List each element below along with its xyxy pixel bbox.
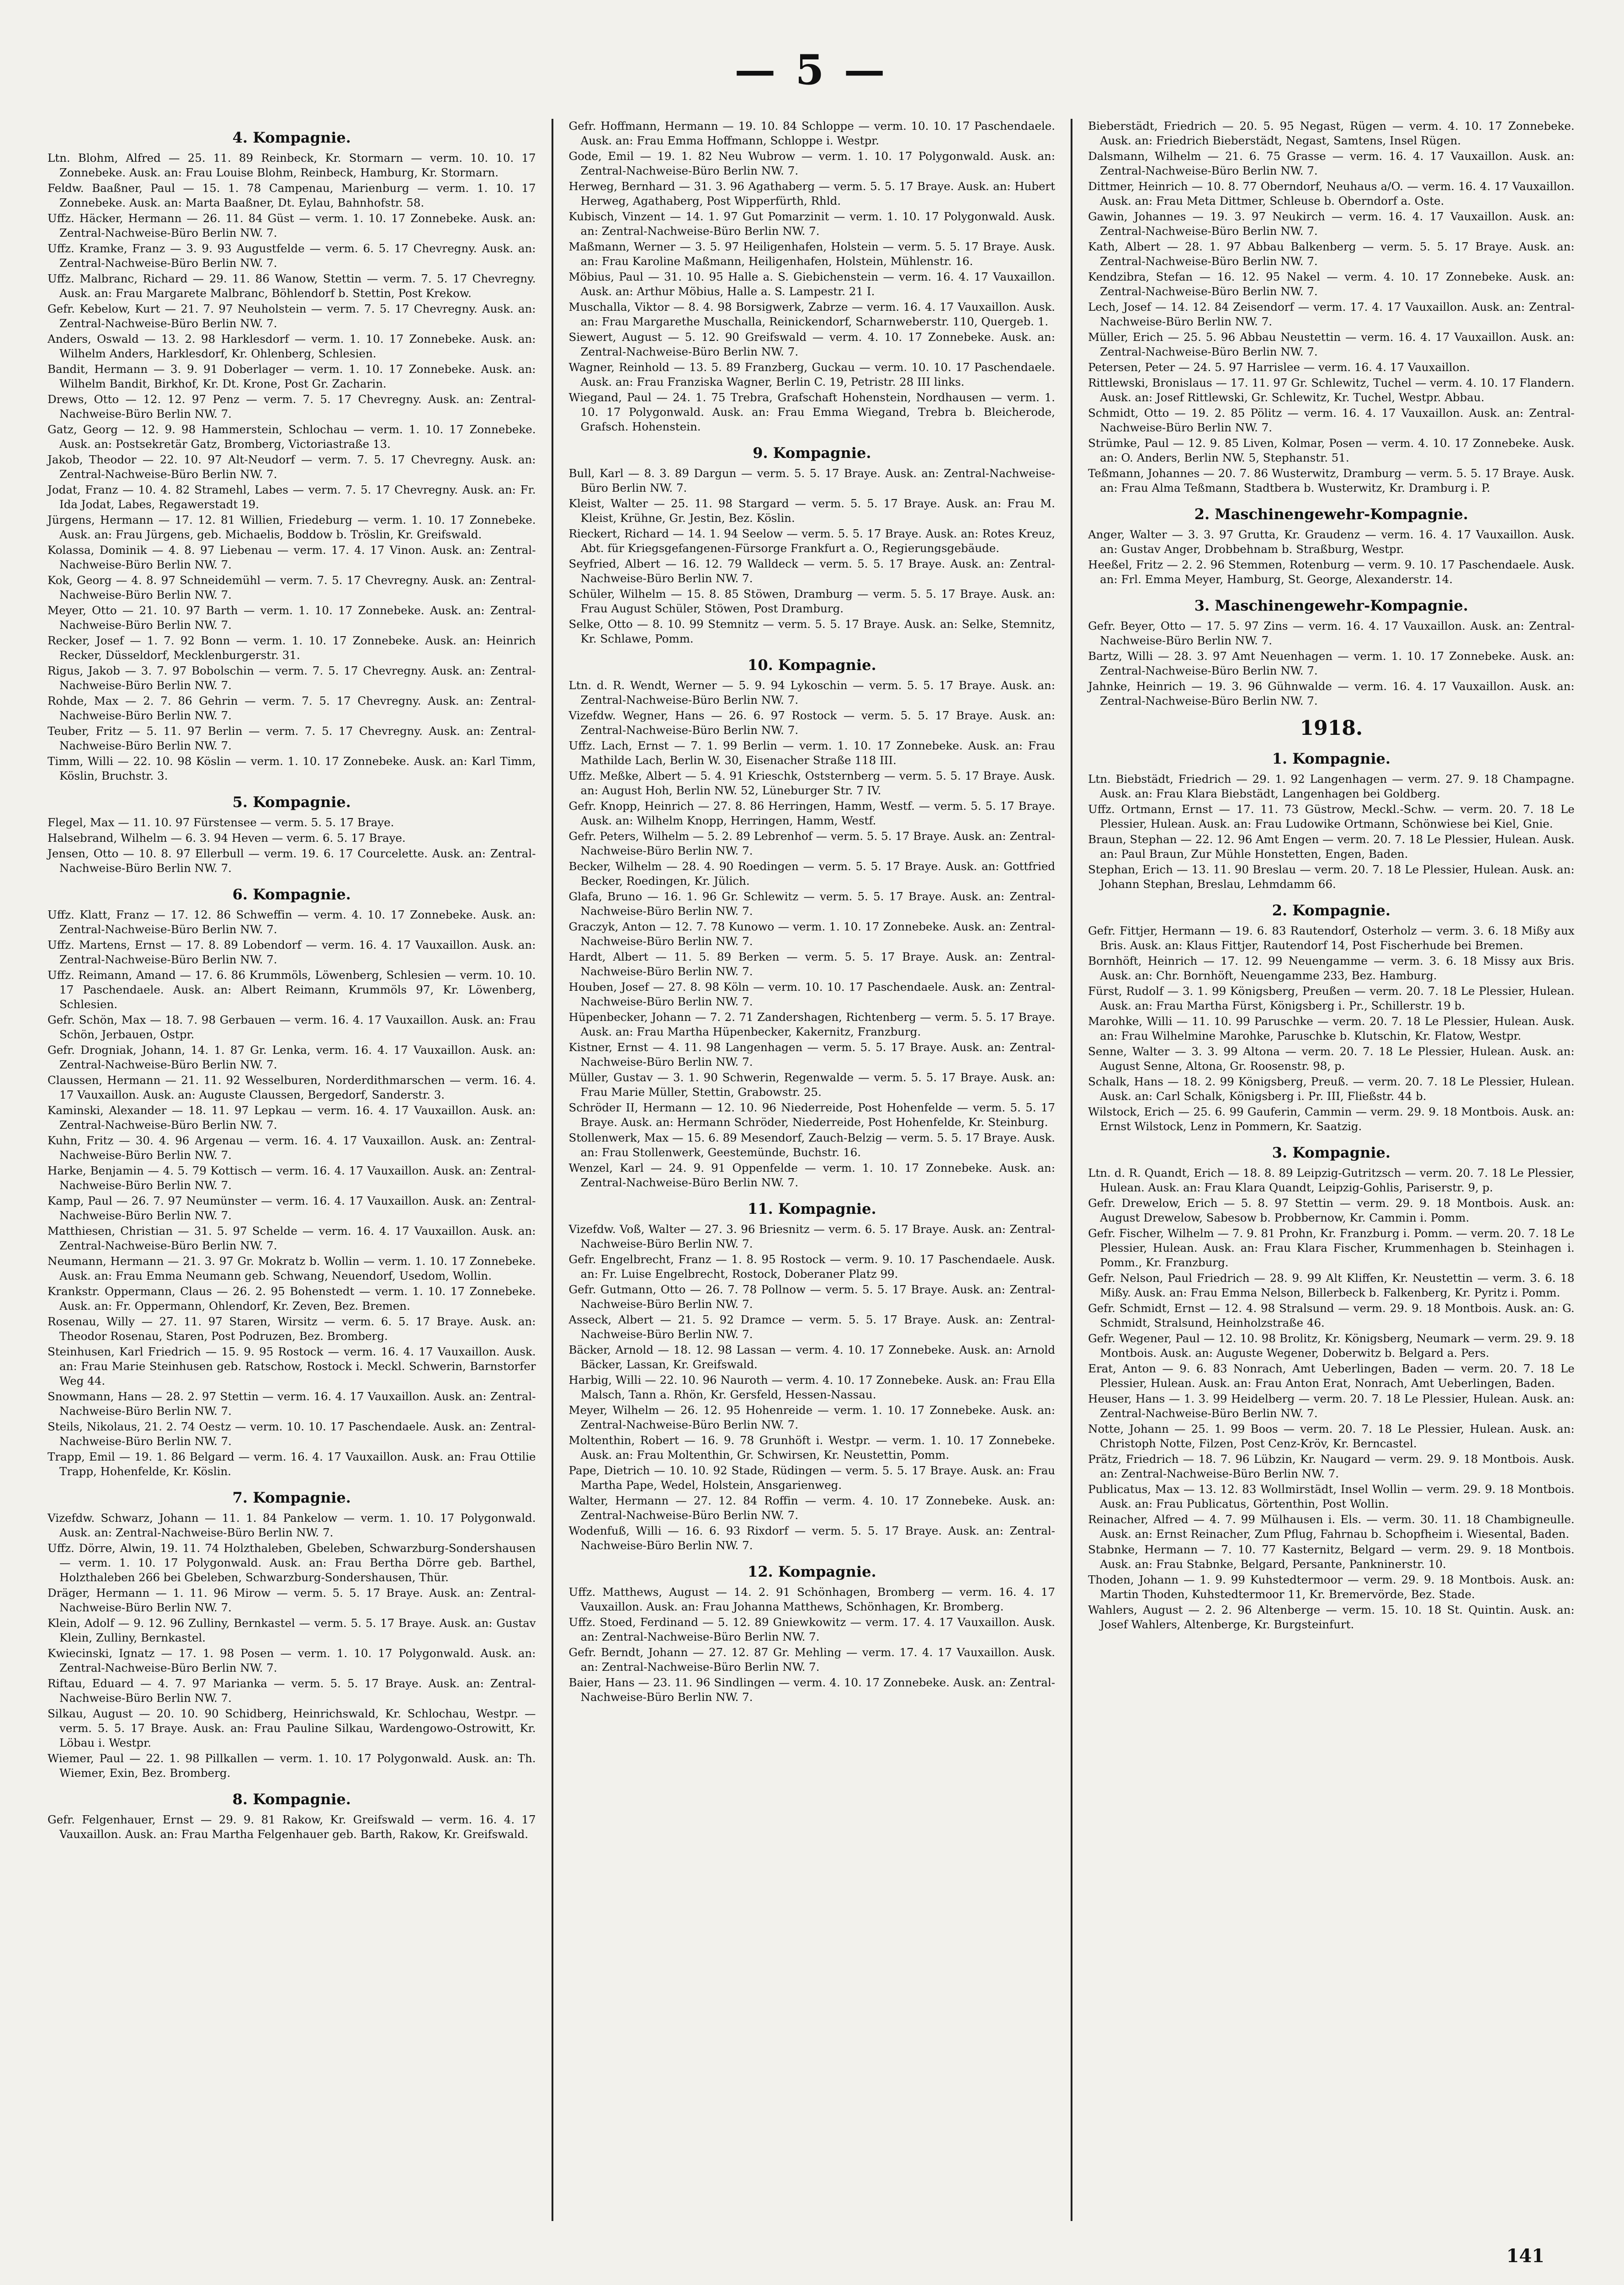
list-entry: Wahlers, August — 2. 2. 96 Altenberge — verm. 15. 10. 18 St. Quintin. Ausk. an: Josef Wahlers, Altenberge, Kr. Burgsteinfurt. xyxy=(1088,1603,1575,1631)
list-entry: Uffz. Dörre, Alwin, 19. 11. 74 Holzthaleben, Gbeleben, Schwarzburg-Sondershausen — verm. 1. 10. 17 Polygonwald. Ausk. an: Frau Bertha Dörre geb. Barthel, Holzthaleben 266 bei Gbeleben, Schwarzburg-Sondershausen, Thür. xyxy=(48,1541,536,1584)
section-title: 3. Kompagnie. xyxy=(1272,1144,1390,1161)
list-entry: Anders, Oswald — 13. 2. 98 Harklesdorf — verm. 1. 10. 17 Zonnebeke. Ausk. an: Wilhelm Anders, Harklesdorf, Kr. Ohlenberg, Schlesien. xyxy=(48,332,536,360)
list-entry: Meyer, Otto — 21. 10. 97 Barth — verm. 1. 10. 17 Zonnebeke. Ausk. an: Zentral-Nachweise-Büro Berlin NW. 7. xyxy=(48,604,536,632)
list-entry: Gefr. Gutmann, Otto — 26. 7. 78 Pollnow — verm. 5. 5. 17 Braye. Ausk. an: Zentral-Nachweise-Büro Berlin NW. 7. xyxy=(568,1283,1056,1311)
list-entry: Halsebrand, Wilhelm — 6. 3. 94 Heven — verm. 6. 5. 17 Braye. xyxy=(48,831,406,845)
list-entry: Uffz. Malbranc, Richard — 29. 11. 86 Wanow, Stettin — verm. 7. 5. 17 Chevregny. Ausk. an: Frau Margarete Malbranc, Böhlendorf b. Stettin, Post Krekow. xyxy=(48,272,536,300)
list-entry: Gefr. Peters, Wilhelm — 5. 2. 89 Lebrenhof — verm. 5. 5. 17 Braye. Ausk. an: Zentral-Nachweise-Büro Berlin NW. 7. xyxy=(568,829,1056,857)
list-entry: Rosenau, Willy — 27. 11. 97 Staren, Wirsitz — verm. 6. 5. 17 Braye. Ausk. an: Theodor Rosenau, Staren, Post Podruzen, Bez. Bromberg. xyxy=(48,1315,536,1343)
list-entry: Schüler, Wilhelm — 15. 8. 85 Stöwen, Dramburg — verm. 5. 5. 17 Braye. Ausk. an: Frau August Schüler, Stöwen, Post Dramburg. xyxy=(568,587,1056,615)
list-entry: Trapp, Emil — 19. 1. 86 Belgard — verm. 16. 4. 17 Vauxaillon. Ausk. an: Frau Ottilie Trapp, Hohenfelde, Kr. Köslin. xyxy=(48,1450,536,1478)
list-entry: Silkau, August — 20. 10. 90 Schidberg, Heinrichswald, Kr. Schlochau, Westpr. — verm. 5. 5. 17 Braye. Ausk. an: Frau Pauline Silkau, Wardengowo-Ostrowitt, Kr. Löbau i. Westpr. xyxy=(48,1707,536,1749)
list-entry: Kleist, Walter — 25. 11. 98 Stargard — verm. 5. 5. 17 Braye. Ausk. an: Frau M. Kleist, Krühne, Gr. Jestin, Bez. Köslin. xyxy=(568,497,1056,525)
column-3 xyxy=(1071,119,1590,2221)
list-entry: Krankstr. Oppermann, Claus — 26. 2. 95 Bohenstedt — verm. 1. 10. 17 Zonnebeke. Ausk. an: Fr. Oppermann, Ohlendorf, Kr. Zeven, Bez. Bremen. xyxy=(48,1285,536,1313)
list-entry: Stephan, Erich — 13. 11. 90 Breslau — verm. 20. 7. 18 Le Plessier, Hulean. Ausk. an: Johann Stephan, Breslau, Lehmdamm 66. xyxy=(1088,863,1575,891)
list-entry: Graczyk, Anton — 12. 7. 78 Kunowo — verm. 1. 10. 17 Zonnebeke. Ausk. an: Zentral-Nachweise-Büro Berlin NW. 7. xyxy=(568,920,1056,948)
list-entry: Claussen, Hermann — 21. 11. 92 Wesselburen, Norderdithmarschen — verm. 16. 4. 17 Vauxaillon. Ausk. an: Auguste Claussen, Bergedorf, Sanderstr. 3. xyxy=(48,1073,536,1101)
list-entry: Herweg, Bernhard — 31. 3. 96 Agathaberg — verm. 5. 5. 17 Braye. Ausk. an: Hubert Herweg, Agathaberg, Post Wipperfürth, Rhld. xyxy=(568,180,1056,207)
list-entry: Maßmann, Werner — 3. 5. 97 Heiligenhafen, Holstein — verm. 5. 5. 17 Braye. Ausk. an: Frau Karoline Maßmann, Heiligenhafen, Holstein, Mühlenstr. 16. xyxy=(568,240,1056,268)
list-entry: Dalsmann, Wilhelm — 21. 6. 75 Grasse — verm. 16. 4. 17 Vauxaillon. Ausk. an: Zentral-Nachweise-Büro Berlin NW. 7. xyxy=(1088,149,1575,177)
list-entry: Vizefdw. Wegner, Hans — 26. 6. 97 Rostock — verm. 5. 5. 17 Braye. Ausk. an: Zentral-Nachweise-Büro Berlin NW. 7. xyxy=(568,709,1056,737)
list-entry: Gefr. Kebelow, Kurt — 21. 7. 97 Neuholstein — verm. 7. 5. 17 Chevregny. Ausk. an: Zentral-Nachweise-Büro Berlin NW. 7. xyxy=(48,302,536,330)
list-entry: Erat, Anton — 9. 6. 83 Nonrach, Amt Ueberlingen, Baden — verm. 20. 7. 18 Le Plessier, Hulean. Ausk. an: Frau Anton Erat, Nonrach, Amt Ueberlingen, Baden. xyxy=(1088,1362,1575,1390)
list-entry: Rigus, Jakob — 3. 7. 97 Bobolschin — verm. 7. 5. 17 Chevregny. Ausk. an: Zentral-Nachweise-Büro Berlin NW. 7. xyxy=(48,664,536,692)
list-entry: Gefr. Schmidt, Ernst — 12. 4. 98 Stralsund — verm. 29. 9. 18 Montbois. Ausk. an: G. Schmidt, Stralsund, Heinholzstraße 46. xyxy=(1088,1302,1575,1329)
list-entry: Recker, Josef — 1. 7. 92 Bonn — verm. 1. 10. 17 Zonnebeke. Ausk. an: Heinrich Recker, Düsseldorf, Mecklenburgerstr. 31. xyxy=(48,634,536,662)
list-entry: Thoden, Johann — 1. 9. 99 Kuhstedtermoor — verm. 29. 9. 18 Montbois. Ausk. an: Martin Thoden, Kuhstedtermoor 11, Kr. Bremervörde, Bez. Stade. xyxy=(1088,1573,1575,1601)
list-entry: Wenzel, Karl — 24. 9. 91 Oppenfelde — verm. 1. 10. 17 Zonnebeke. Ausk. an: Zentral-Nachweise-Büro Berlin NW. 7. xyxy=(568,1161,1056,1189)
list-entry: Ltn. Blohm, Alfred — 25. 11. 89 Reinbeck, Kr. Stormarn — verm. 10. 10. 17 Zonnebeke. Ausk. an: Frau Louise Blohm, Reinbeck, Hamburg, Kr. Stormarn. xyxy=(48,151,536,179)
list-entry: Kath, Albert — 28. 1. 97 Abbau Balkenberg — verm. 5. 5. 17 Braye. Ausk. an: Zentral-Nachweise-Büro Berlin NW. 7. xyxy=(1088,240,1575,268)
list-entry: Möbius, Paul — 31. 10. 95 Halle a. S. Giebichenstein — verm. 16. 4. 17 Vauxaillon. Ausk. an: Arthur Möbius, Halle a. S. Lampestr. 21 I. xyxy=(568,270,1056,298)
list-entry: Walter, Hermann — 27. 12. 84 Roffin — verm. 4. 10. 17 Zonnebeke. Ausk. an: Zentral-Nachweise-Büro Berlin NW. 7. xyxy=(568,1494,1056,1522)
list-entry: Siewert, August — 5. 12. 90 Greifswald — verm. 4. 10. 17 Zonnebeke. Ausk. an: Zentral-Nachweise-Büro Berlin NW. 7. xyxy=(568,330,1056,358)
list-entry: Gefr. Fittjer, Hermann — 19. 6. 83 Rautendorf, Osterholz — verm. 3. 6. 18 Mißy aux Bris. Ausk. an: Klaus Fittjer, Rautendorf 14, Post Fischerhude bei Bremen. xyxy=(1088,924,1575,952)
list-entry: Dittmer, Heinrich — 10. 8. 77 Oberndorf, Neuhaus a/O. — verm. 16. 4. 17 Vauxaillon. Ausk. an: Frau Meta Dittmer, Schleuse b. Oberndorf a. Oste. xyxy=(1088,180,1575,207)
list-entry: Meyer, Wilhelm — 26. 12. 95 Hohenreide — verm. 1. 10. 17 Zonnebeke. Ausk. an: Zentral-Nachweise-Büro Berlin NW. 7. xyxy=(568,1403,1056,1431)
list-entry: Kolassa, Dominik — 4. 8. 97 Liebenau — verm. 17. 4. 17 Vinon. Ausk. an: Zentral-Nachweise-Büro Berlin NW. 7. xyxy=(48,543,536,571)
list-entry: Feldw. Baaßner, Paul — 15. 1. 78 Campenau, Marienburg — verm. 1. 10. 17 Zonnebeke. Ausk. an: Marta Baaßner, Dt. Eylau, Bahnhofstr. 58. xyxy=(48,181,536,209)
list-entry: Snowmann, Hans — 28. 2. 97 Stettin — verm. 16. 4. 17 Vauxaillon. Ausk. an: Zentral-Nachweise-Büro Berlin NW. 7. xyxy=(48,1390,536,1418)
list-entry: Uffz. Häcker, Hermann — 26. 11. 84 Güst — verm. 1. 10. 17 Zonnebeke. Ausk. an: Zentral-Nachweise-Büro Berlin NW. 7. xyxy=(48,212,536,239)
list-entry: Wilstock, Erich — 25. 6. 99 Gauferin, Cammin — verm. 29. 9. 18 Montbois. Ausk. an: Ernst Wilstock, Lenz in Pommern, Kr. Saatzig. xyxy=(1088,1105,1575,1133)
list-entry: Bandit, Hermann — 3. 9. 91 Doberlager — verm. 1. 10. 17 Zonnebeke. Ausk. an: Wilhelm Bandit, Birkhof, Kr. Dt. Krone, Post Gr. Zacharin. xyxy=(48,362,536,390)
list-entry: Uffz. Lach, Ernst — 7. 1. 99 Berlin — verm. 1. 10. 17 Zonnebeke. Ausk. an: Frau Mathilde Lach, Berlin W. 30, Eisenacher Straße 118 III. xyxy=(568,739,1056,767)
list-entry: Gefr. Felgenhauer, Ernst — 29. 9. 81 Rakow, Kr. Greifswald — verm. 16. 4. 17 Vauxaillon. Ausk. an: Frau Martha Felgenhauer geb. Barth, Rakow, Kr. Greifswald. xyxy=(48,1813,536,1841)
list-entry: Bäcker, Arnold — 18. 12. 98 Lassan — verm. 4. 10. 17 Zonnebeke. Ausk. an: Arnold Bäcker, Lassan, Kr. Greifswald. xyxy=(568,1343,1056,1371)
list-entry: Gode, Emil — 19. 1. 82 Neu Wubrow — verm. 1. 10. 17 Polygonwald. Ausk. an: Zentral-Nachweise-Büro Berlin NW. 7. xyxy=(568,149,1056,177)
list-entry: Riftau, Eduard — 4. 7. 97 Marianka — verm. 5. 5. 17 Braye. Ausk. an: Zentral-Nachweise-Büro Berlin NW. 7. xyxy=(48,1677,536,1705)
list-entry: Jahnke, Heinrich — 19. 3. 96 Gühnwalde — verm. 16. 4. 17 Vauxaillon. Ausk. an: Zentral-Nachweise-Büro Berlin NW. 7. xyxy=(1088,680,1575,707)
list-entry: Pape, Dietrich — 10. 10. 92 Stade, Rüdingen — verm. 5. 5. 17 Braye. Ausk. an: Frau Martha Pape, Wedel, Holstein, Ansgarienweg. xyxy=(568,1464,1056,1492)
list-entry: Vizefdw. Schwarz, Johann — 11. 1. 84 Pankelow — verm. 1. 10. 17 Polygonwald. Ausk. an: Zentral-Nachweise-Büro Berlin NW. 7. xyxy=(48,1511,536,1539)
list-entry: Hardt, Albert — 11. 5. 89 Berken — verm. 5. 5. 17 Braye. Ausk. an: Zentral-Nachweise-Büro Berlin NW. 7. xyxy=(568,950,1056,978)
section-title: 7. Kompagnie. xyxy=(232,1489,351,1506)
column-1 xyxy=(32,119,552,2221)
section-title: 11. Kompagnie. xyxy=(748,1200,876,1217)
list-entry: Hüpenbecker, Johann — 7. 2. 71 Zandershagen, Richtenberg — verm. 5. 5. 17 Braye. Ausk. an: Frau Martha Hüpenbecker, Kakernitz, Franzburg. xyxy=(568,1010,1056,1038)
list-entry: Lech, Josef — 14. 12. 84 Zeisendorf — verm. 17. 4. 17 Vauxaillon. Ausk. an: Zentral-Nachweise-Büro Berlin NW. 7. xyxy=(1088,300,1575,328)
list-entry: Kistner, Ernst — 4. 11. 98 Langenhagen — verm. 5. 5. 17 Braye. Ausk. an: Zentral-Nachweise-Büro Berlin NW. 7. xyxy=(568,1041,1056,1068)
section-title: 9. Kompagnie. xyxy=(753,444,871,462)
list-entry: Muschalla, Viktor — 8. 4. 98 Borsigwerk, Zabrze — verm. 16. 4. 17 Vauxaillon. Ausk. an: Frau Margarethe Muschalla, Reinickendorf, Scharnweberstr. 110, Quergeb. 1. xyxy=(568,300,1056,328)
list-entry: Gefr. Hoffmann, Hermann — 19. 10. 84 Schloppe — verm. 10. 10. 17 Paschendaele. Ausk. an: Frau Emma Hoffmann, Schloppe i. Westpr. xyxy=(568,119,1056,147)
list-entry: Seyfried, Albert — 16. 12. 79 Walldeck — verm. 5. 5. 17 Braye. Ausk. an: Zentral-Nachweise-Büro Berlin NW. 7. xyxy=(568,557,1056,585)
page-number: — 5 — xyxy=(734,46,888,94)
list-entry: Uffz. Martens, Ernst — 17. 8. 89 Lobendorf — verm. 16. 4. 17 Vauxaillon. Ausk. an: Zentral-Nachweise-Büro Berlin NW. 7. xyxy=(48,938,536,966)
list-entry: Steinhusen, Karl Friedrich — 15. 9. 95 Rostock — verm. 16. 4. 17 Vauxaillon. Ausk. an: Frau Marie Steinhusen geb. Ratschow, Rostock i. Meckl. Schwerin, Barnstorfer Weg 44. xyxy=(48,1345,536,1387)
list-entry: Moltenthin, Robert — 16. 9. 78 Grunhöft i. Westpr. — verm. 1. 10. 17 Zonnebeke. Ausk. an: Frau Moltenthin, Gr. Schwirsen, Kr. Neustettin, Pomm. xyxy=(568,1434,1056,1461)
list-entry: Gefr. Fischer, Wilhelm — 7. 9. 81 Prohn, Kr. Franzburg i. Pomm. — verm. 20. 7. 18 Le Plessier, Hulean. Ausk. an: Frau Klara Fischer, Krummenhagen b. Steinhagen i. Pomm., Kr. Franzburg. xyxy=(1088,1227,1575,1269)
list-entry: Heuser, Hans — 1. 3. 99 Heidelberg — verm. 20. 7. 18 Le Plessier, Hulean. Ausk. an: Zentral-Nachweise-Büro Berlin NW. 7. xyxy=(1088,1392,1575,1420)
list-entry: Gawin, Johannes — 19. 3. 97 Neukirch — verm. 16. 4. 17 Vauxaillon. Ausk. an: Zentral-Nachweise-Büro Berlin NW. 7. xyxy=(1088,210,1575,238)
list-entry: Jodat, Franz — 10. 4. 82 Stramehl, Labes — verm. 7. 5. 17 Chevregny. Ausk. an: Fr. Ida Jodat, Labes, Regawerstadt 19. xyxy=(48,483,536,511)
columns xyxy=(32,119,1590,2221)
list-entry: Gatz, Georg — 12. 9. 98 Hammerstein, Schlochau — verm. 1. 10. 17 Zonnebeke. Ausk. an: Postsekretär Gatz, Bromberg, Victoriastraße 13. xyxy=(48,423,536,451)
list-entry: Dräger, Hermann — 1. 11. 96 Mirow — verm. 5. 5. 17 Braye. Ausk. an: Zentral-Nachweise-Büro Berlin NW. 7. xyxy=(48,1586,536,1614)
section-title: 1. Kompagnie. xyxy=(1272,750,1390,767)
list-entry: Gefr. Schön, Max — 18. 7. 98 Gerbauen — verm. 16. 4. 17 Vauxaillon. Ausk. an: Frau Schön, Jerbauen, Ostpr. xyxy=(48,1013,536,1041)
list-entry: Müller, Gustav — 3. 1. 90 Schwerin, Regenwalde — verm. 5. 5. 17 Braye. Ausk. an: Frau Marie Müller, Stettin, Grabowstr. 25. xyxy=(568,1071,1056,1099)
section-title: 6. Kompagnie. xyxy=(232,886,351,903)
list-entry: Matthiesen, Christian — 31. 5. 97 Schelde — verm. 16. 4. 17 Vauxaillon. Ausk. an: Zentral-Nachweise-Büro Berlin NW. 7. xyxy=(48,1224,536,1252)
list-entry: Publicatus, Max — 13. 12. 83 Wollmirstädt, Insel Wollin — verm. 29. 9. 18 Montbois. Ausk. an: Frau Publicatus, Görtenthin, Post Wollin. xyxy=(1088,1483,1575,1510)
list-entry: Bartz, Willi — 28. 3. 97 Amt Neuenhagen — verm. 1. 10. 17 Zonnebeke. Ausk. an: Zentral-Nachweise-Büro Berlin NW. 7. xyxy=(1088,649,1575,677)
list-entry: Uffz. Matthews, August — 14. 2. 91 Schönhagen, Bromberg — verm. 16. 4. 17 Vauxaillon. Ausk. an: Frau Johanna Matthews, Schönhagen, Kr. Bromberg. xyxy=(568,1585,1056,1613)
list-entry: Rohde, Max — 2. 7. 86 Gehrin — verm. 7. 5. 17 Chevregny. Ausk. an: Zentral-Nachweise-Büro Berlin NW. 7. xyxy=(48,694,536,722)
list-entry: Uffz. Ortmann, Ernst — 17. 11. 73 Güstrow, Meckl.-Schw. — verm. 20. 7. 18 Le Plessier, Hulean. Ausk. an: Frau Ludowike Ortmann, Schönwiese bei Kiel, Gnie. xyxy=(1088,802,1575,830)
list-entry: Teuber, Fritz — 5. 11. 97 Berlin — verm. 7. 5. 17 Chevregny. Ausk. an: Zentral-Nachweise-Büro Berlin NW. 7. xyxy=(48,724,536,752)
list-entry: Wiegand, Paul — 24. 1. 75 Trebra, Grafschaft Hohenstein, Nordhausen — verm. 1. 10. 17 Polygonwald. Ausk. an: Frau Emma Wiegand, Trebra b. Bleicherode, Grafsch. Hohenstein. xyxy=(568,391,1056,433)
list-entry: Schalk, Hans — 18. 2. 99 Königsberg, Preuß. — verm. 20. 7. 18 Le Plessier, Hulean. Ausk. an: Carl Schalk, Königsberg i. Pr. III, Fließstr. 44 b. xyxy=(1088,1075,1575,1103)
list-entry: Bornhöft, Heinrich — 17. 12. 99 Neuengamme — verm. 3. 6. 18 Missy aux Bris. Ausk. an: Chr. Bornhöft, Neuengamme 233, Bez. Hamburg. xyxy=(1088,954,1575,982)
list-entry: Braun, Stephan — 22. 12. 96 Amt Engen — verm. 20. 7. 18 Le Plessier, Hulean. Ausk. an: Paul Braun, Zur Mühle Honstetten, Engen, Baden. xyxy=(1088,833,1575,861)
section-title: 5. Kompagnie. xyxy=(232,793,351,811)
list-entry: Anger, Walter — 3. 3. 97 Grutta, Kr. Graudenz — verm. 16. 4. 17 Vauxaillon. Ausk. an: Gustav Anger, Drobbehnam b. Straßburg, Westpr. xyxy=(1088,528,1575,556)
list-entry: Steils, Nikolaus, 21. 2. 74 Oestz — verm. 10. 10. 17 Paschendaele. Ausk. an: Zentral-Nachweise-Büro Berlin NW. 7. xyxy=(48,1420,536,1448)
list-entry: Glafa, Bruno — 16. 1. 96 Gr. Schlewitz — verm. 5. 5. 17 Braye. Ausk. an: Zentral-Nachweise-Büro Berlin NW. 7. xyxy=(568,890,1056,918)
list-entry: Uffz. Kramke, Franz — 3. 9. 93 Augustfelde — verm. 6. 5. 17 Chevregny. Ausk. an: Zentral-Nachweise-Büro Berlin NW. 7. xyxy=(48,242,536,270)
list-entry: Kendzibra, Stefan — 16. 12. 95 Nakel — verm. 4. 10. 17 Zonnebeke. Ausk. an: Zentral-Nachweise-Büro Berlin NW. 7. xyxy=(1088,270,1575,298)
list-entry: Vizefdw. Voß, Walter — 27. 3. 96 Briesnitz — verm. 6. 5. 17 Braye. Ausk. an: Zentral-Nachweise-Büro Berlin NW. 7. xyxy=(568,1222,1056,1250)
list-entry: Uffz. Klatt, Franz — 17. 12. 86 Schweffin — verm. 4. 10. 17 Zonnebeke. Ausk. an: Zentral-Nachweise-Büro Berlin NW. 7. xyxy=(48,908,536,936)
list-entry: Gefr. Drogniak, Johann, 14. 1. 87 Gr. Lenka, verm. 16. 4. 17 Vauxaillon. Ausk. an: Zentral-Nachweise-Büro Berlin NW. 7. xyxy=(48,1043,536,1071)
list-entry: Notte, Johann — 25. 1. 99 Boos — verm. 20. 7. 18 Le Plessier, Hulean. Ausk. an: Christoph Notte, Filzen, Post Cenz-Kröv, Kr. Berncastel. xyxy=(1088,1422,1575,1450)
list-entry: Gefr. Beyer, Otto — 17. 5. 97 Zins — verm. 16. 4. 17 Vauxaillon. Ausk. an: Zentral-Nachweise-Büro Berlin NW. 7. xyxy=(1088,619,1575,647)
section-title: 2. Kompagnie. xyxy=(1272,902,1390,919)
section-title: 12. Kompagnie. xyxy=(748,1563,876,1580)
list-entry: Teßmann, Johannes — 20. 7. 86 Wusterwitz, Dramburg — verm. 5. 5. 17 Braye. Ausk. an: Frau Alma Teßmann, Stadtbera b. Wusterwitz, Kr. Dramburg i. P. xyxy=(1088,467,1575,494)
list-entry: Ltn. d. R. Wendt, Werner — 5. 9. 94 Lykoschin — verm. 5. 5. 17 Braye. Ausk. an: Zentral-Nachweise-Büro Berlin NW. 7. xyxy=(568,679,1056,707)
list-entry: Heeßel, Fritz — 2. 2. 96 Stemmen, Rotenburg — verm. 9. 10. 17 Paschendaele. Ausk. an: Frl. Emma Meyer, Hamburg, St. George, Alexanderstr. 14. xyxy=(1088,558,1575,586)
list-entry: Kok, Georg — 4. 8. 97 Schneidemühl — verm. 7. 5. 17 Chevregny. Ausk. an: Zentral-Nachweise-Büro Berlin NW. 7. xyxy=(48,574,536,601)
list-entry: Becker, Wilhelm — 28. 4. 90 Roedingen — verm. 5. 5. 17 Braye. Ausk. an: Gottfried Becker, Roedingen, Kr. Jülich. xyxy=(568,860,1056,887)
list-entry: Rieckert, Richard — 14. 1. 94 Seelow — verm. 5. 5. 17 Braye. Ausk. an: Rotes Kreuz, Abt. für Kriegsgefangenen-Fürsorge Frankfurt a. O., Regierungsgebäude. xyxy=(568,527,1056,555)
list-entry: Neumann, Hermann — 21. 3. 97 Gr. Mokratz b. Wollin — verm. 1. 10. 17 Zonnebeke. Ausk. an: Frau Emma Neumann geb. Schwang, Neuendorf, Usedom, Wollin. xyxy=(48,1254,536,1282)
list-entry: Harbig, Willi — 22. 10. 96 Nauroth — verm. 4. 10. 17 Zonnebeke. Ausk. an: Frau Ella Malsch, Tann a. Rhön, Kr. Gersfeld, Hessen-Nassau. xyxy=(568,1373,1056,1401)
list-entry: Prätz, Friedrich — 18. 7. 96 Lübzin, Kr. Naugard — verm. 29. 9. 18 Montbois. Ausk. an: Zentral-Nachweise-Büro Berlin NW. 7. xyxy=(1088,1452,1575,1480)
section-title: 3. Maschinengewehr-Kompagnie. xyxy=(1194,597,1468,614)
list-entry: Ltn. Biebstädt, Friedrich — 29. 1. 92 Langenhagen — verm. 27. 9. 18 Champagne. Ausk. an: Frau Klara Biebstädt, Langenhagen bei Goldberg. xyxy=(1088,772,1575,800)
list-entry: Senne, Walter — 3. 3. 99 Altona — verm. 20. 7. 18 Le Plessier, Hulean. Ausk. an: August Senne, Altona, Gr. Roosenstr. 98, p. xyxy=(1088,1045,1575,1073)
list-entry: Uffz. Stoed, Ferdinand — 5. 12. 89 Gniewkowitz — verm. 17. 4. 17 Vauxaillon. Ausk. an: Zentral-Nachweise-Büro Berlin NW. 7. xyxy=(568,1615,1056,1643)
list-entry: Kuhn, Fritz — 30. 4. 96 Argenau — verm. 16. 4. 17 Vauxaillon. Ausk. an: Zentral-Nachweise-Büro Berlin NW. 7. xyxy=(48,1134,536,1162)
list-entry: Jakob, Theodor — 22. 10. 97 Alt-Neudorf — verm. 7. 5. 17 Chevregny. Ausk. an: Zentral-Nachweise-Büro Berlin NW. 7. xyxy=(48,453,536,481)
list-entry: Timm, Willi — 22. 10. 98 Köslin — verm. 1. 10. 17 Zonnebeke. Ausk. an: Karl Timm, Köslin, Bruchstr. 3. xyxy=(48,755,536,782)
list-entry: Uffz. Meßke, Albert — 5. 4. 91 Krieschk, Oststernberg — verm. 5. 5. 17 Braye. Ausk. an: August Hoh, Berlin NW. 52, Lüneburger Str. 7 IV. xyxy=(568,769,1056,797)
section-title: 8. Kompagnie. xyxy=(232,1791,351,1808)
list-entry: Schmidt, Otto — 19. 2. 85 Pölitz — verm. 16. 4. 17 Vauxaillon. Ausk. an: Zentral-Nachweise-Büro Berlin NW. 7. xyxy=(1088,406,1575,434)
list-entry: Petersen, Peter — 24. 5. 97 Harrislee — verm. 16. 4. 17 Vauxaillon. xyxy=(1088,361,1470,374)
section-title: 10. Kompagnie. xyxy=(748,656,876,674)
list-entry: Kubisch, Vinzent — 14. 1. 97 Gut Pomarzinit — verm. 1. 10. 17 Polygonwald. Ausk. an: Zentral-Nachweise-Büro Berlin NW. 7. xyxy=(568,210,1056,238)
list-entry: Schröder II, Hermann — 12. 10. 96 Niederreide, Post Hohenfelde — verm. 5. 5. 17 Braye. Ausk. an: Hermann Schröder, Niederreide, Post Hohenfelde, Kr. Steinburg. xyxy=(568,1101,1056,1129)
column-2 xyxy=(552,119,1071,2221)
list-entry: Wiemer, Paul — 22. 1. 98 Pillkallen — verm. 1. 10. 17 Polygonwald. Ausk. an: Th. Wiemer, Exin, Bez. Bromberg. xyxy=(48,1752,536,1780)
list-entry: Stabnke, Hermann — 7. 10. 77 Kasternitz, Belgard — verm. 29. 9. 18 Montbois. Ausk. an: Frau Stabnke, Belgard, Persante, Pankninerstr. 10. xyxy=(1088,1543,1575,1571)
list-entry: Harke, Benjamin — 4. 5. 79 Kottisch — verm. 16. 4. 17 Vauxaillon. Ausk. an: Zentral-Nachweise-Büro Berlin NW. 7. xyxy=(48,1164,536,1192)
document-page xyxy=(32,27,1590,2285)
list-entry: Gefr. Berndt, Johann — 27. 12. 87 Gr. Mehling — verm. 17. 4. 17 Vauxaillon. Ausk. an: Zentral-Nachweise-Büro Berlin NW. 7. xyxy=(568,1646,1056,1674)
list-entry: Ltn. d. R. Quandt, Erich — 18. 8. 89 Leipzig-Gutritzsch — verm. 20. 7. 18 Le Plessier, Hulean. Ausk. an: Frau Klara Quandt, Leipzig-Gohlis, Pariserstr. 9, p. xyxy=(1088,1166,1575,1194)
list-entry: Asseck, Albert — 21. 5. 92 Dramce — verm. 5. 5. 17 Braye. Ausk. an: Zentral-Nachweise-Büro Berlin NW. 7. xyxy=(568,1313,1056,1341)
footer-number: 141 xyxy=(1506,2245,1544,2267)
list-entry: Rittlewski, Bronislaus — 17. 11. 97 Gr. Schlewitz, Tuchel — verm. 4. 10. 17 Flandern. Ausk. an: Josef Rittlewski, Gr. Schlewitz, Kr. Tuchel, Westpr. Abbau. xyxy=(1088,376,1575,404)
section-title: 4. Kompagnie. xyxy=(232,129,351,146)
list-entry: Jürgens, Hermann — 17. 12. 81 Willien, Friedeburg — verm. 1. 10. 17 Zonnebeke. Ausk. an: Frau Jürgens, geb. Michaelis, Boddow b. Tröslin, Kr. Greifswald. xyxy=(48,513,536,541)
list-entry: Flegel, Max — 11. 10. 97 Fürstensee — verm. 5. 5. 17 Braye. xyxy=(48,816,394,829)
list-entry: Müller, Erich — 25. 5. 96 Abbau Neustettin — verm. 16. 4. 17 Vauxaillon. Ausk. an: Zentral-Nachweise-Büro Berlin NW. 7. xyxy=(1088,330,1575,358)
section-title: 2. Maschinengewehr-Kompagnie. xyxy=(1194,505,1468,523)
list-entry: Gefr. Drewelow, Erich — 5. 8. 97 Stettin — verm. 29. 9. 18 Montbois. Ausk. an: August Drewelow, Sabesow b. Probbernow, Kr. Cammin i. Pomm. xyxy=(1088,1196,1575,1224)
list-entry: Gefr. Wegener, Paul — 12. 10. 98 Brolitz, Kr. Königsberg, Neumark — verm. 29. 9. 18 Montbois. Ausk. an: Auguste Wegener, Doberwitz b. Belgard a. Pers. xyxy=(1088,1332,1575,1360)
list-entry: Houben, Josef — 27. 8. 98 Köln — verm. 10. 10. 17 Paschendaele. Ausk. an: Zentral-Nachweise-Büro Berlin NW. 7. xyxy=(568,980,1056,1008)
list-entry: Gefr. Nelson, Paul Friedrich — 28. 9. 99 Alt Kliffen, Kr. Neustettin — verm. 3. 6. 18 Mißy. Ausk. an: Frau Emma Nelson, Billerbeck b. Falkenberg, Kr. Pyritz i. Pomm. xyxy=(1088,1271,1575,1299)
list-entry: Wodenfuß, Willi — 16. 6. 93 Rixdorf — verm. 5. 5. 17 Braye. Ausk. an: Zentral-Nachweise-Büro Berlin NW. 7. xyxy=(568,1524,1056,1552)
list-entry: Kaminski, Alexander — 18. 11. 97 Lepkau — verm. 16. 4. 17 Vauxaillon. Ausk. an: Zentral-Nachweise-Büro Berlin NW. 7. xyxy=(48,1104,536,1132)
list-entry: Bieberstädt, Friedrich — 20. 5. 95 Negast, Rügen — verm. 4. 10. 17 Zonnebeke. Ausk. an: Friedrich Bieberstädt, Negast, Samtens, Insel Rügen. xyxy=(1088,119,1575,147)
list-entry: Gefr. Engelbrecht, Franz — 1. 8. 95 Rostock — verm. 9. 10. 17 Paschendaele. Ausk. an: Fr. Luise Engelbrecht, Rostock, Doberaner Platz 99. xyxy=(568,1253,1056,1281)
list-entry: Kwiecinski, Ignatz — 17. 1. 98 Posen — verm. 1. 10. 17 Polygonwald. Ausk. an: Zentral-Nachweise-Büro Berlin NW. 7. xyxy=(48,1647,536,1674)
list-entry: Baier, Hans — 23. 11. 96 Sindlingen — verm. 4. 10. 17 Zonnebeke. Ausk. an: Zentral-Nachweise-Büro Berlin NW. 7. xyxy=(568,1676,1056,1704)
list-entry: Fürst, Rudolf — 3. 1. 99 Königsberg, Preußen — verm. 20. 7. 18 Le Plessier, Hulean. Ausk. an: Frau Martha Fürst, Königsberg i. Pr., Schillerstr. 19 b. xyxy=(1088,984,1575,1012)
list-entry: Drews, Otto — 12. 12. 97 Penz — verm. 7. 5. 17 Chevregny. Ausk. an: Zentral-Nachweise-Büro Berlin NW. 7. xyxy=(48,393,536,420)
list-entry: Stollenwerk, Max — 15. 6. 89 Mesendorf, Zauch-Belzig — verm. 5. 5. 17 Braye. Ausk. an: Frau Stollenwerk, Geestemünde, Buchstr. 16. xyxy=(568,1131,1056,1159)
year-heading: 1918. xyxy=(1300,717,1363,740)
list-entry: Selke, Otto — 8. 10. 99 Stemnitz — verm. 5. 5. 17 Braye. Ausk. an: Selke, Stemnitz, Kr. Schlawe, Pomm. xyxy=(568,617,1056,645)
list-entry: Wagner, Reinhold — 13. 5. 89 Franzberg, Guckau — verm. 10. 10. 17 Paschendaele. Ausk. an: Frau Franziska Wagner, Berlin C. 19, Petristr. 28 III links. xyxy=(568,361,1056,388)
list-entry: Gefr. Knopp, Heinrich — 27. 8. 86 Herringen, Hamm, Westf. — verm. 5. 5. 17 Braye. Ausk. an: Wilhelm Knopp, Herringen, Hamm, Westf. xyxy=(568,799,1056,827)
list-entry: Jensen, Otto — 10. 8. 97 Ellerbull — verm. 19. 6. 17 Courcelette. Ausk. an: Zentral-Nachweise-Büro Berlin NW. 7. xyxy=(48,847,536,875)
list-entry: Marohke, Willi — 11. 10. 99 Paruschke — verm. 20. 7. 18 Le Plessier, Hulean. Ausk. an: Frau Wilhelmine Marohke, Paruschke b. Klutschin, Kr. Flatow, Westpr. xyxy=(1088,1015,1575,1042)
list-entry: Uffz. Reimann, Amand — 17. 6. 86 Krummöls, Löwenberg, Schlesien — verm. 10. 10. 17 Paschendaele. Ausk. an: Albert Reimann, Krummöls 97, Kr. Löwenberg, Schlesien. xyxy=(48,968,536,1011)
list-entry: Bull, Karl — 8. 3. 89 Dargun — verm. 5. 5. 17 Braye. Ausk. an: Zentral-Nachweise-Büro Berlin NW. 7. xyxy=(568,467,1056,494)
list-entry: Reinacher, Alfred — 4. 7. 99 Mülhausen i. Els. — verm. 30. 11. 18 Chambigneulle. Ausk. an: Ernst Reinacher, Zum Pflug, Fahrnau b. Schopfheim i. Wiesental, Baden. xyxy=(1088,1513,1575,1541)
list-entry: Klein, Adolf — 9. 12. 96 Zulliny, Bernkastel — verm. 5. 5. 17 Braye. Ausk. an: Gustav Klein, Zulliny, Bernkastel. xyxy=(48,1616,536,1644)
list-entry: Strümke, Paul — 12. 9. 85 Liven, Kolmar, Posen — verm. 4. 10. 17 Zonnebeke. Ausk. an: O. Anders, Berlin NW. 5, Stephanstr. 51. xyxy=(1088,436,1575,464)
list-entry: Kamp, Paul — 26. 7. 97 Neumünster — verm. 16. 4. 17 Vauxaillon. Ausk. an: Zentral-Nachweise-Büro Berlin NW. 7. xyxy=(48,1194,536,1222)
